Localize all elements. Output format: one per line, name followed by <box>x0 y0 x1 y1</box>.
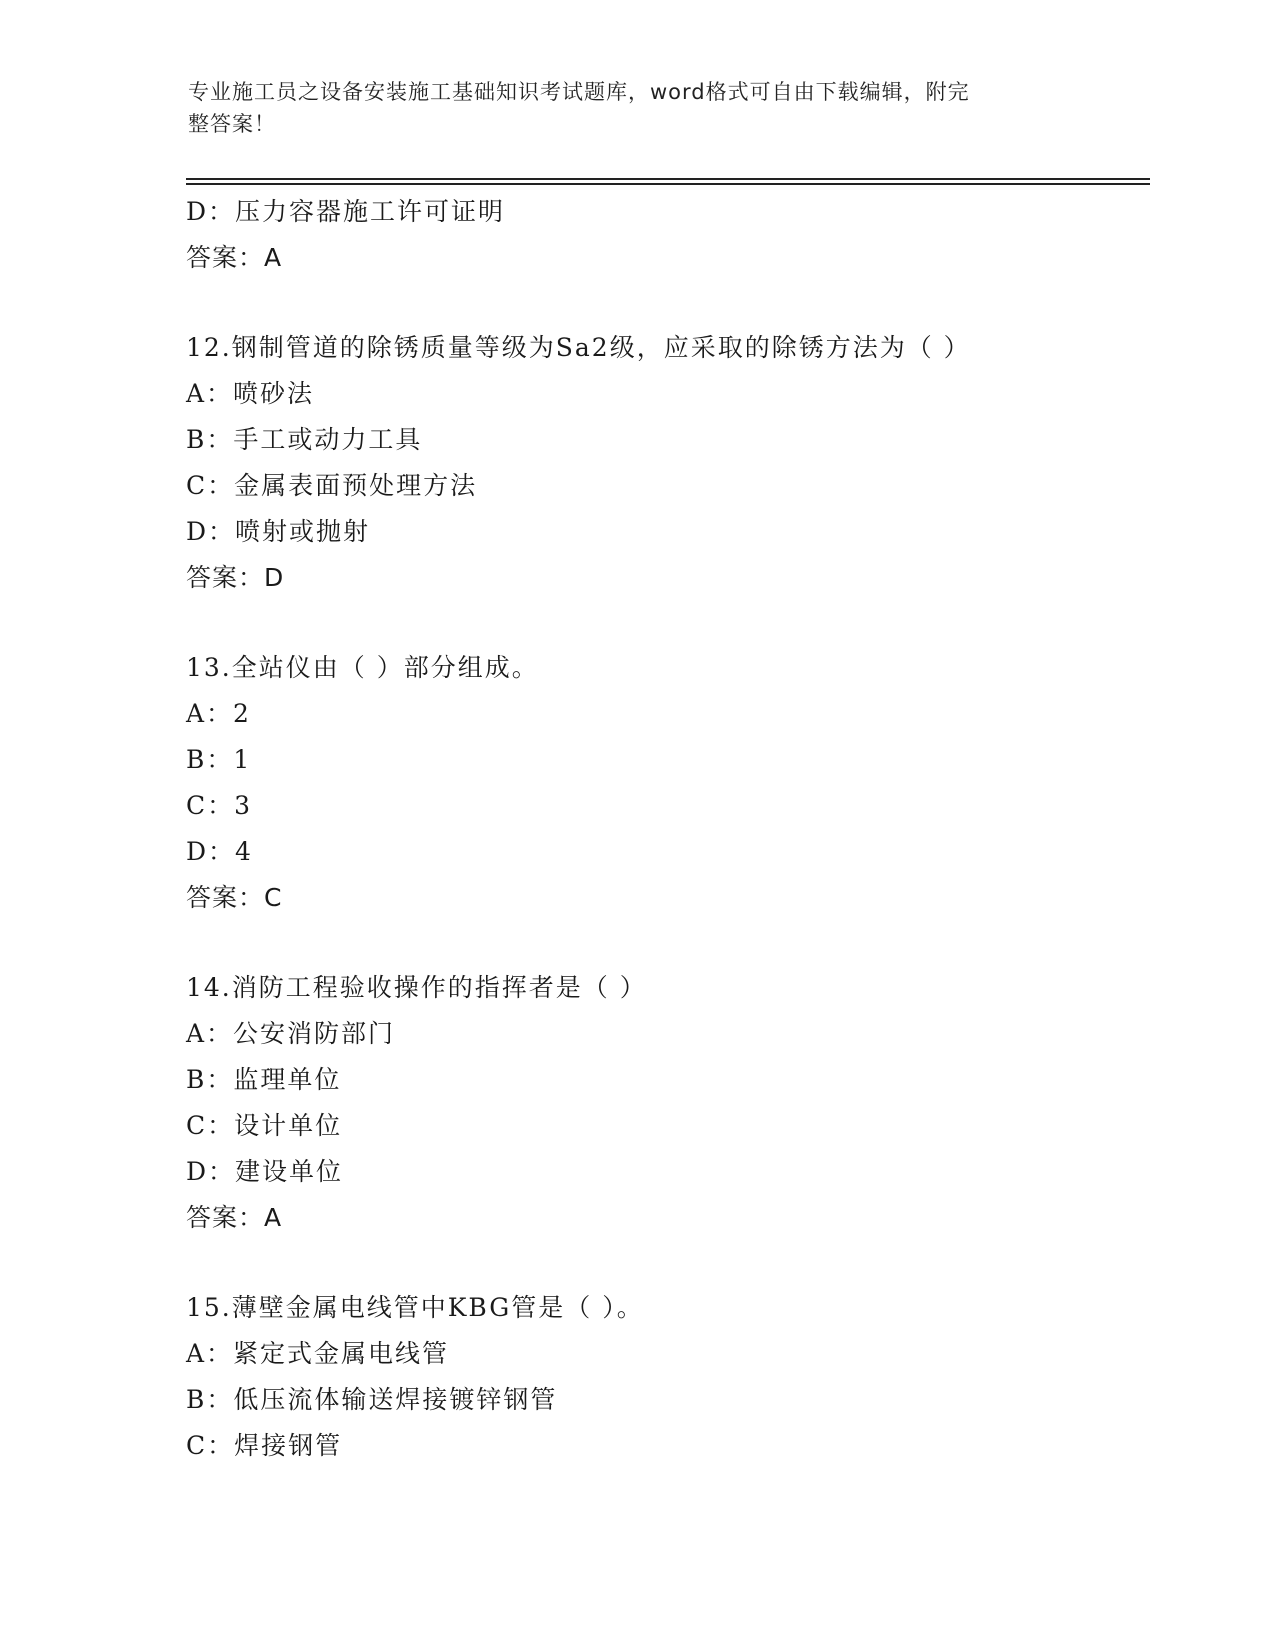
question-list <box>186 189 1146 1469</box>
option-c: C：设计单位 <box>186 1111 343 1140</box>
question-block-12 <box>186 325 1146 601</box>
question-text: 13.全站仪由（ ）部分组成。 <box>186 653 539 682</box>
header-rule-top <box>186 178 1150 180</box>
option-d: D：4 <box>186 837 253 866</box>
question-block-11 <box>186 189 1146 281</box>
option-a: A：喷砂法 <box>186 379 315 408</box>
question-block-15 <box>186 1285 1146 1469</box>
answer-label: 答案：D <box>186 563 285 592</box>
option-c: C：金属表面预处理方法 <box>186 471 478 500</box>
option-b: B：低压流体输送焊接镀锌钢管 <box>186 1385 558 1414</box>
option-a: A：公安消防部门 <box>186 1019 396 1048</box>
option-c: C：焊接钢管 <box>186 1431 343 1460</box>
spacer <box>186 1241 1146 1285</box>
question-text: 15.薄壁金属电线管中KBG管是（ ）。 <box>186 1293 644 1322</box>
question-text: 12.钢制管道的除锈质量等级为Sa2级，应采取的除锈方法为（ ） <box>186 333 971 362</box>
option-d: D：压力容器施工许可证明 <box>186 197 506 226</box>
option-a: A：紧定式金属电线管 <box>186 1339 450 1368</box>
option-b: B：监理单位 <box>186 1065 342 1094</box>
answer-label: 答案：A <box>186 1203 283 1232</box>
spacer <box>186 921 1146 965</box>
answer-label: 答案：C <box>186 883 283 912</box>
spacer <box>186 281 1146 325</box>
spacer <box>186 601 1146 645</box>
header-line-2: 整答案！ <box>188 112 276 136</box>
header-line-1: 专业施工员之设备安装施工基础知识考试题库，word格式可自由下载编辑，附完 <box>188 80 970 104</box>
option-d: D：建设单位 <box>186 1157 344 1186</box>
question-block-14 <box>186 965 1146 1241</box>
option-b: B：1 <box>186 745 252 774</box>
question-block-13 <box>186 645 1146 921</box>
option-b: B：手工或动力工具 <box>186 425 423 454</box>
option-c: C：3 <box>186 791 253 820</box>
question-text: 14.消防工程验收操作的指挥者是（ ） <box>186 973 647 1002</box>
option-a: A：2 <box>186 699 251 728</box>
document-header <box>188 76 1068 140</box>
answer-label: 答案：A <box>186 243 283 272</box>
option-d: D：喷射或抛射 <box>186 517 371 546</box>
header-rule-bottom <box>186 183 1150 185</box>
